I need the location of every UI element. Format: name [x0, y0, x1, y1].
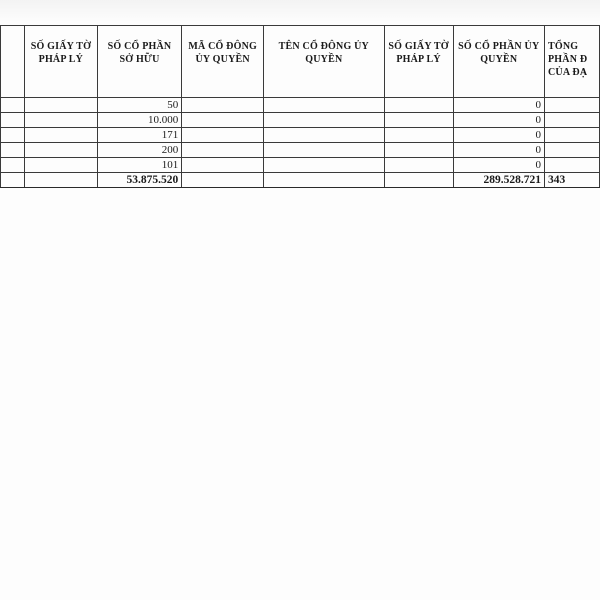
header-row [1, 26, 600, 98]
col-header-delegating-shareholder-code: MÃ CỔ ĐÔNG ỦY QUYỀN [182, 26, 264, 98]
shares-owned-cell: 101 [97, 158, 181, 173]
shares-delegated-cell: 0 [453, 113, 544, 128]
table-row [1, 143, 600, 158]
shares-owned-cell: 10.000 [97, 113, 181, 128]
col-header-delegate-legal-doc-no: SỐ GIẤY TỜ PHÁP LÝ [384, 26, 453, 98]
shares-owned-cell: 171 [97, 128, 181, 143]
col-header-total-shares: TỔNG PHẦN Đ CỦA ĐẠ [544, 26, 599, 98]
col-header-shares-delegated: SỐ CỔ PHẦN ỦY QUYỀN [453, 26, 544, 98]
col-header-delegating-shareholder-name: TÊN CỔ ĐÔNG ỦY QUYỀN [264, 26, 385, 98]
table-row [1, 98, 600, 113]
shareholder-table [0, 25, 600, 188]
total-shares-delegated: 289.528.721 [453, 173, 544, 188]
shares-delegated-cell: 0 [453, 98, 544, 113]
shares-delegated-cell: 0 [453, 128, 544, 143]
shares-delegated-cell: 0 [453, 158, 544, 173]
table-row [1, 128, 600, 143]
col-header-shares-owned: SỐ CỔ PHẦN SỞ HỮU [97, 26, 181, 98]
table-row [1, 113, 600, 128]
col-header-index [1, 26, 25, 98]
grand-total-shares: 343 [544, 173, 599, 188]
scan-shadow [0, 0, 600, 22]
col-header-legal-doc-no: SỐ GIẤY TỜ PHÁP LÝ [25, 26, 98, 98]
total-shares-owned: 53.875.520 [97, 173, 181, 188]
shares-owned-cell: 50 [97, 98, 181, 113]
totals-row [1, 173, 600, 188]
shares-owned-cell: 200 [97, 143, 181, 158]
shares-delegated-cell: 0 [453, 143, 544, 158]
table-row [1, 158, 600, 173]
